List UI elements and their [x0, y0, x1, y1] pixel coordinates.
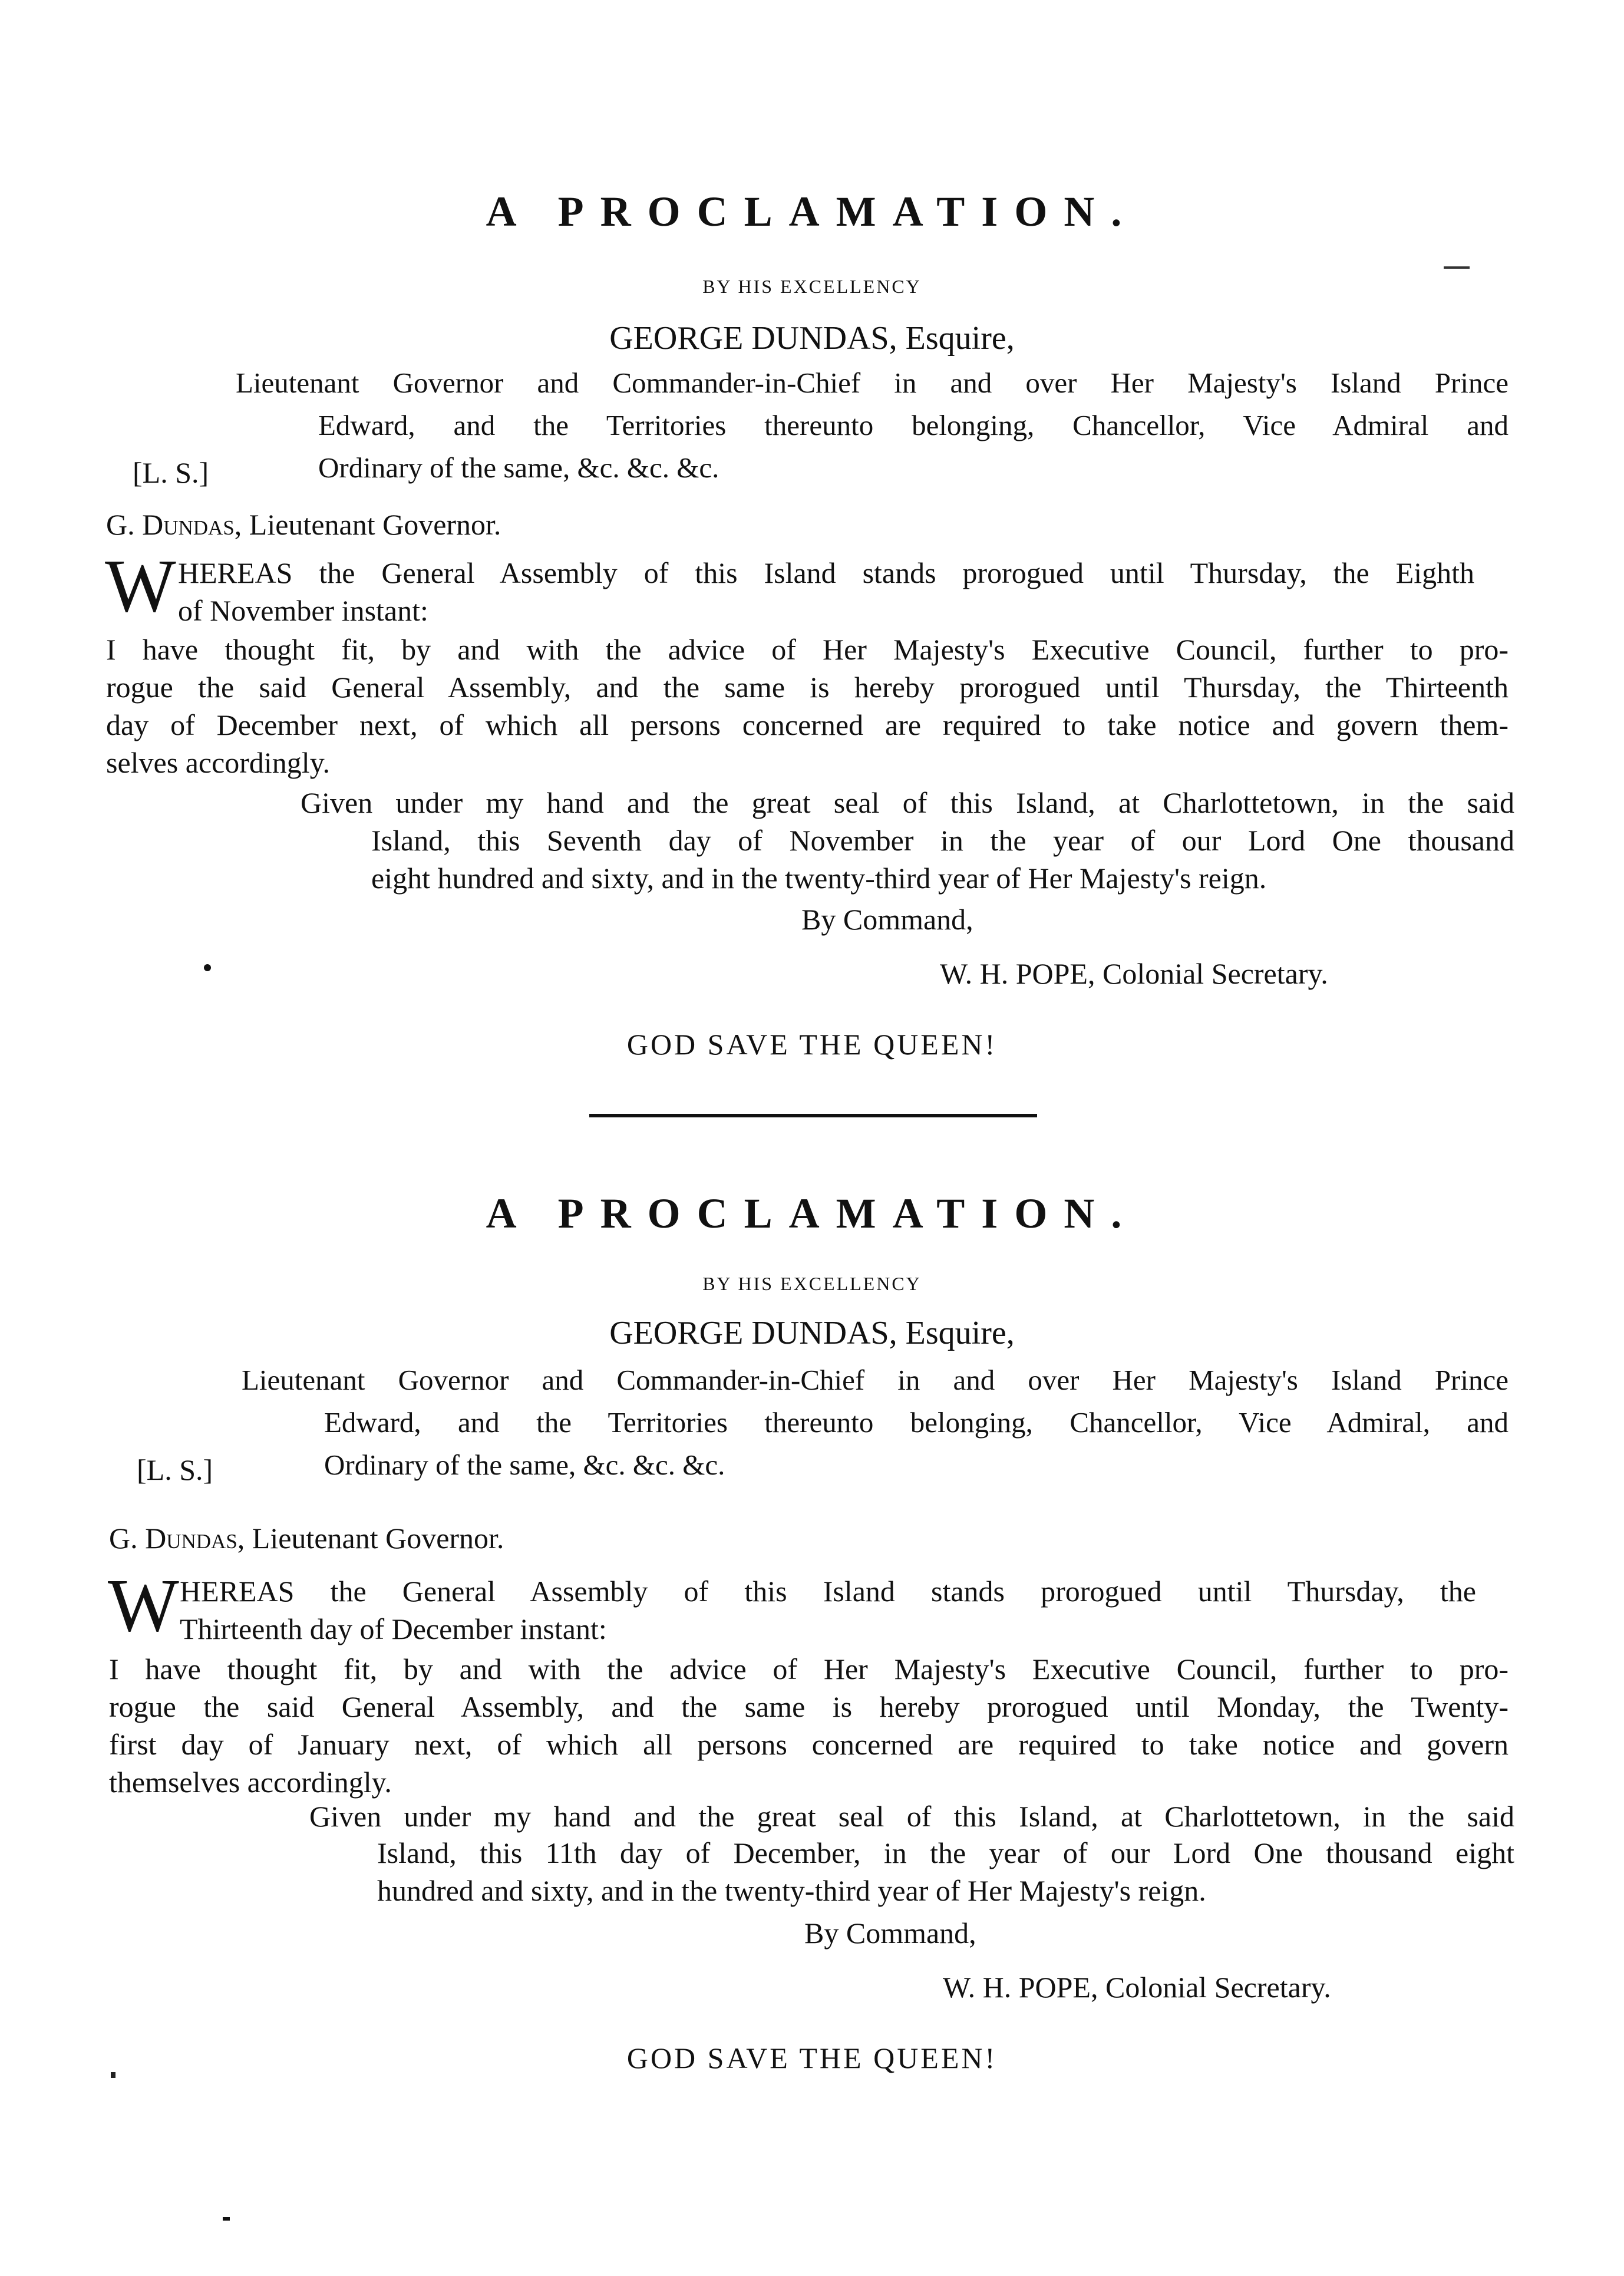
secretary-signature: W. H. POPE, Colonial Secretary. — [943, 1971, 1331, 2004]
signature-name: G. Dundas, — [109, 1522, 245, 1555]
whereas-line: of November instant: — [178, 594, 428, 627]
given-line: eight hundred and sixty, and in the twenty-third year of Her Majesty's reign. — [371, 862, 1267, 895]
body-line: rogue the said General Assembly, and the same is hereby prorogued until Thursday, the Thirteenth — [106, 671, 1509, 704]
governor-titles — [242, 1361, 1509, 1399]
governor-name: GEORGE DUNDAS, Esquire, — [609, 320, 1015, 357]
ink-speck — [204, 964, 211, 971]
prorogation-body — [109, 1650, 1509, 1801]
signature-name: G. Dundas, — [106, 508, 242, 541]
governor-titles-continued — [324, 1404, 1509, 1442]
body-line: day of December next, of which all persons concerned are required to take notice and govern them- — [106, 708, 1509, 741]
given-clause — [301, 784, 1514, 822]
given-clause — [309, 1797, 1514, 1835]
titles-line: Ordinary of the same, &c. &c. &c. — [324, 1449, 725, 1481]
signature-line — [106, 506, 501, 543]
seal-mark: [L. S.] — [137, 1453, 213, 1486]
given-clause-continued — [371, 822, 1514, 897]
titles-line: Lieutenant Governor and Commander-in-Chief in and over Her Majesty's Island Prince — [242, 1364, 1509, 1396]
proclamation-title: A PROCLAMATION. — [486, 1190, 1138, 1237]
body-line: I have thought fit, by and with the advice of Her Majesty's Executive Council, further to pro- — [109, 1652, 1509, 1685]
by-command: By Command, — [804, 1917, 976, 1950]
titles-line: Edward, and the Territories thereunto belonging, Chancellor, Vice Admiral and — [318, 409, 1509, 441]
section-divider — [589, 1114, 1037, 1117]
given-line: Given under my hand and the great seal of this Island, at Charlottetown, in the said — [309, 1800, 1514, 1833]
body-line: rogue the said General Assembly, and the same is hereby prorogued until Monday, the Twenty- — [109, 1690, 1509, 1723]
governor-name: GEORGE DUNDAS, Esquire, — [609, 1315, 1015, 1351]
secretary-signature: W. H. POPE, Colonial Secretary. — [940, 957, 1328, 990]
prorogation-body — [106, 631, 1509, 781]
proclamation-byline: BY HIS EXCELLENCY — [702, 276, 922, 297]
signature-title: Lieutenant Governor. — [252, 1522, 504, 1555]
god-save-the-queen: GOD SAVE THE QUEEN! — [626, 1028, 998, 1061]
given-line: hundred and sixty, and in the twenty-third year of Her Majesty's reign. — [377, 1874, 1206, 1907]
given-line: Island, this 11th day of December, in the year of our Lord One thousand eight — [377, 1836, 1514, 1869]
whereas-line: HEREAS the General Assembly of this Island stands prorogued until Thursday, the — [180, 1575, 1476, 1608]
body-line: first day of January next, of which all persons concerned are required to take notice and govern — [109, 1728, 1509, 1761]
governor-titles — [236, 364, 1509, 402]
body-line: I have thought fit, by and with the advice of Her Majesty's Executive Council, further to pro- — [106, 633, 1509, 666]
body-line: themselves accordingly. — [109, 1766, 392, 1799]
ink-speck — [1444, 266, 1470, 269]
drop-cap: W — [105, 544, 176, 628]
proclamation-title: A PROCLAMATION. — [486, 188, 1138, 235]
whereas-clause — [178, 554, 1474, 629]
whereas-clause — [180, 1572, 1476, 1648]
titles-line: Edward, and the Territories thereunto belonging, Chancellor, Vice Admiral, and — [324, 1406, 1509, 1439]
ink-speck — [111, 2072, 115, 2078]
given-clause-continued — [377, 1834, 1514, 1909]
body-line: selves accordingly. — [106, 746, 330, 779]
given-line: Island, this Seventh day of November in the year of our Lord One thousand — [371, 824, 1514, 857]
governor-titles-continued — [318, 407, 1509, 444]
signature-line — [109, 1519, 504, 1557]
seal-mark: [L. S.] — [133, 456, 209, 489]
god-save-the-queen: GOD SAVE THE QUEEN! — [626, 2041, 998, 2074]
given-line: Given under my hand and the great seal of this Island, at Charlottetown, in the said — [301, 786, 1514, 819]
titles-line: Ordinary of the same, &c. &c. &c. — [318, 451, 719, 484]
signature-title: Lieutenant Governor. — [249, 508, 501, 541]
by-command: By Command, — [801, 903, 973, 936]
whereas-line: HEREAS the General Assembly of this Island stands prorogued until Thursday, the Eighth — [178, 556, 1474, 589]
titles-line: Lieutenant Governor and Commander-in-Chief in and over Her Majesty's Island Prince — [236, 367, 1509, 399]
ink-speck — [223, 2217, 230, 2221]
whereas-line: Thirteenth day of December instant: — [180, 1612, 607, 1645]
proclamation-byline: BY HIS EXCELLENCY — [702, 1273, 922, 1294]
drop-cap: W — [108, 1563, 179, 1647]
